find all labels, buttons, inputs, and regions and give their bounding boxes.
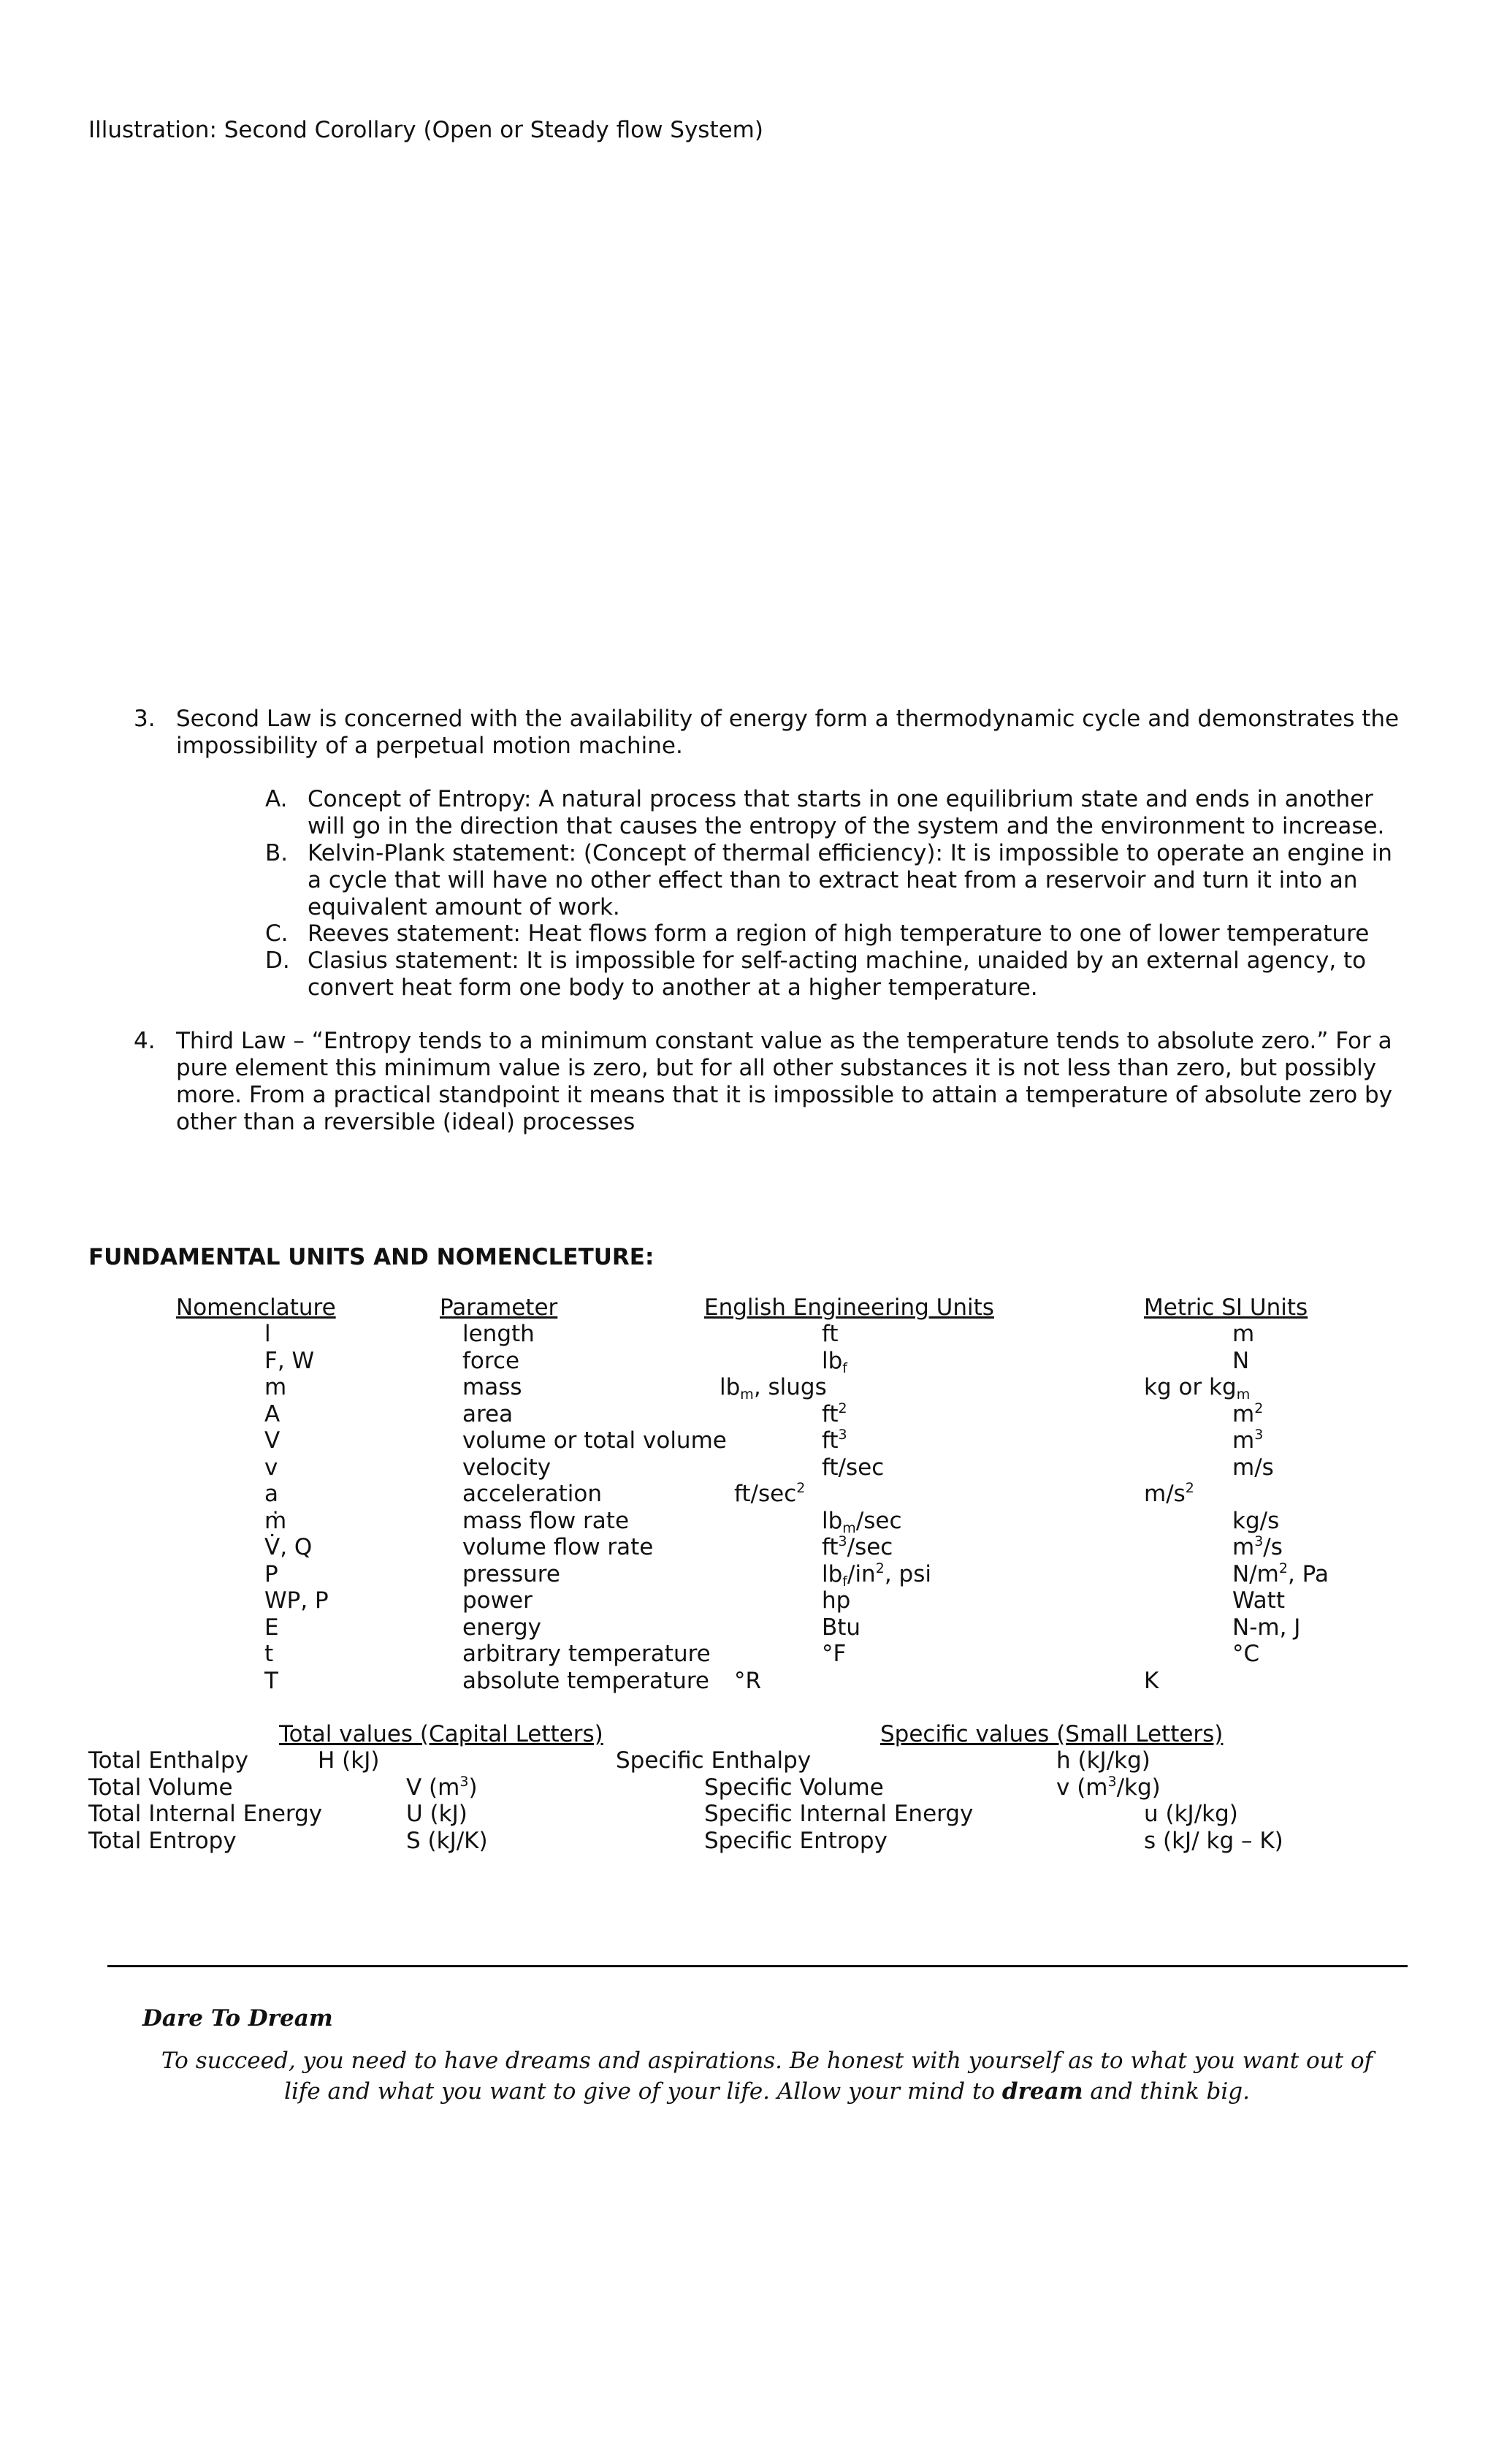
parameter: volume or total volume [462,1427,727,1454]
symbol: V̇, Q [264,1534,313,1560]
symbol: a [264,1481,278,1507]
english-unit: $lb_m/\sec$ [822,1508,902,1536]
total-symbol: S (kJ/K) [406,1828,488,1854]
illustration-caption: Illustration: Second Corollary (Open or Steady flow System) [88,117,763,143]
total-label: Total Entropy [88,1828,237,1854]
parameter: mass [462,1374,522,1400]
symbol: t [264,1641,274,1667]
symbol: A [264,1401,280,1427]
law-4-text: Third Law – “Entropy tends to a minimum constant value as the temperature tends to absolute zero.” For a pure element this minimum value is zero, but for all other substances it is not less than zero, but possibly more. From a practical standpoint it means that it is impossible to attain a temperature of absolute zero by other than a reversible (ideal) processes [176,1028,1393,1135]
parameter: absolute temperature [462,1668,709,1694]
parameter: force [462,1348,520,1374]
symbol: F, W [264,1348,315,1374]
parameter: mass flow rate [462,1508,630,1534]
law-3-item-a [265,786,1412,840]
english-unit: hp [822,1587,851,1614]
law-3-item-b [265,840,1412,921]
symbol: l [264,1321,271,1347]
specific-label: Specific Enthalpy [616,1747,812,1774]
law-3-item-c [265,920,1412,947]
item-letter: B. [265,840,289,866]
metric-unit: $m^2$ [1232,1400,1264,1427]
metric-unit: Watt [1232,1587,1285,1614]
total-symbol: V $(m^3)$ [406,1774,478,1801]
english-unit: Btu [822,1614,861,1641]
parameter: energy [462,1614,542,1641]
total-symbol: H (kJ) [318,1747,380,1774]
law-3-text: Second Law is concerned with the availability of energy form a thermodynamic cycle and demonstrates the impossibility of a perpetual motion machine. [176,706,1400,759]
english-unit: ft [822,1321,839,1347]
english-unit: $ft/\sec^2$ [734,1480,806,1507]
english-unit: $ft^3$ [822,1427,847,1454]
english-unit: $lb_m$, slugs [720,1374,827,1403]
symbol: ṁ [264,1508,287,1534]
item-letter: A. [265,786,288,812]
law-4-number: 4. [134,1028,156,1054]
item-text: Clasius statement: It is impossible for self-acting machine, unaided by an external agency, to convert heat form one body to another at a higher temperature. [308,947,1367,1001]
footer-divider [107,1965,1408,1967]
metric-unit: kg/s [1232,1508,1280,1534]
item-letter: D. [265,947,290,974]
specific-symbol: u (kJ/kg) [1144,1801,1238,1827]
symbol: E [264,1614,279,1641]
parameter: arbitrary temperature [462,1641,711,1667]
specific-symbol: h (kJ/kg) [1056,1747,1150,1774]
metric-unit: °C [1232,1641,1260,1667]
parameter: pressure [462,1561,560,1587]
parameter: volume flow rate [462,1534,654,1560]
parameter: acceleration [462,1481,602,1507]
total-label: Total Enthalpy [88,1747,248,1774]
metric-unit: $N/m^2$, Pa [1232,1560,1329,1587]
parameter: length [462,1321,535,1347]
english-unit: $lb_f/in^2$, psi [822,1560,931,1590]
english-unit: $lb_f$ [822,1348,847,1376]
metric-unit: m [1232,1321,1255,1347]
specific-label: Specific Volume [704,1774,884,1801]
footer-title: Dare To Dream [142,2005,333,2032]
item-letter: C. [265,920,289,947]
item-text: Kelvin-Plank statement: (Concept of thermal efficiency): It is impossible to operate an engine in a cycle that will have no other effect than to extract heat from a reservoir and turn it into an equivalent amount of work. [308,840,1392,920]
parameter: power [462,1587,533,1614]
specific-values-header: Specific values (Small Letters) [880,1721,1224,1747]
english-unit: $ft^3/\sec$ [822,1533,893,1560]
parameter: area [462,1401,514,1427]
symbol: v [264,1454,278,1481]
header-parameter: Parameter [440,1294,558,1321]
specific-symbol: s (kJ/ kg – K) [1144,1828,1283,1854]
law-3 [134,706,1405,760]
total-label: Total Internal Energy [88,1801,323,1827]
metric-unit: m/s [1232,1454,1274,1481]
footer-quote: To succeed, you need to have dreams and aspirations. Be honest with yourself as to what you want out of life and what you want to give of your life. Allow your mind to dream and think big. [161,2048,1373,2105]
english-unit: °R [734,1668,762,1694]
units-heading: FUNDAMENTAL UNITS AND NOMENCLETURE: [88,1244,654,1270]
total-label: Total Volume [88,1774,233,1801]
specific-label: Specific Internal Energy [704,1801,974,1827]
metric-unit: N [1232,1348,1250,1374]
metric-unit: $m/s^2$ [1144,1480,1194,1507]
metric-unit: N-m, J [1232,1614,1301,1641]
law-3-item-d [265,947,1412,1002]
symbol: V [264,1427,280,1454]
metric-unit: kg or $kg_m$ [1144,1374,1251,1403]
header-metric-units: Metric SI Units [1144,1294,1308,1321]
item-text: Concept of Entropy: A natural process that starts in one equilibrium state and ends in another will go in the direction that causes the entropy of the system and the environment to increase. [308,786,1385,839]
symbol: WP, P [264,1587,329,1614]
english-unit: $ft^2$ [822,1400,847,1427]
total-values-header: Total values (Capital Letters) [279,1721,603,1747]
symbol: T [264,1668,278,1694]
parameter: velocity [462,1454,552,1481]
symbol: m [264,1374,287,1400]
law-3-number: 3. [134,706,156,732]
header-english-units: English Engineering Units [704,1294,994,1321]
metric-unit: $m^3$ [1232,1427,1264,1454]
metric-unit: $m^3/s$ [1232,1533,1283,1560]
specific-symbol: v $(m^3/kg)$ [1056,1774,1161,1801]
law-4 [134,1028,1405,1136]
header-nomenclature: Nomenclature [176,1294,336,1321]
specific-label: Specific Entropy [704,1828,888,1854]
metric-unit: K [1144,1668,1159,1694]
total-symbol: U (kJ) [406,1801,468,1827]
english-unit: ft/sec [822,1454,885,1481]
english-unit: °F [822,1641,847,1667]
item-text: Reeves statement: Heat flows form a region of high temperature to one of lower temperature [308,920,1370,947]
symbol: P [264,1561,278,1587]
